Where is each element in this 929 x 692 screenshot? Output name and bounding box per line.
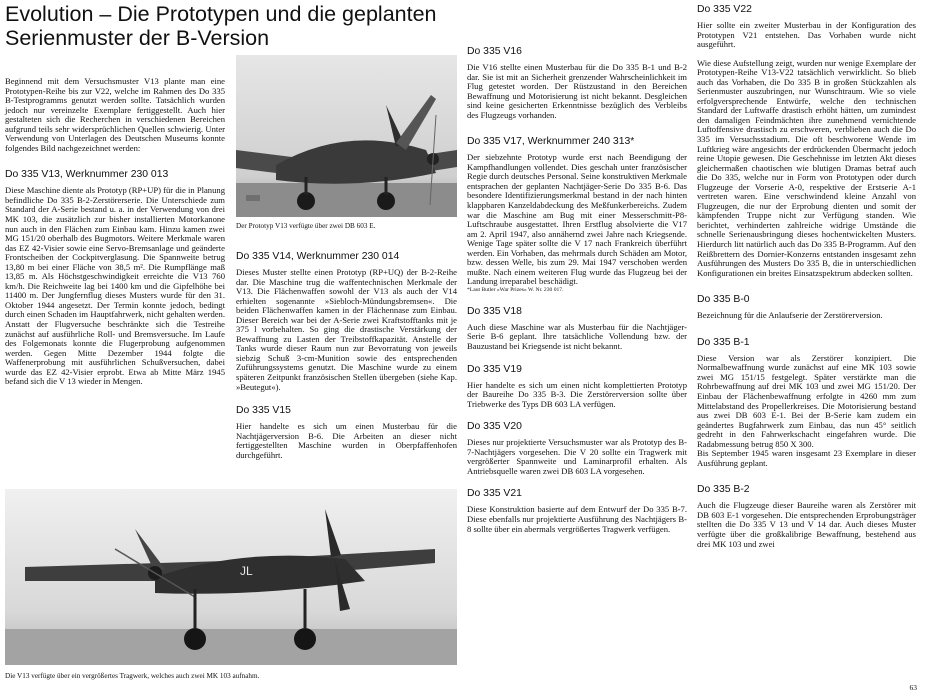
heading-v20: Do 335 V20 bbox=[467, 421, 522, 433]
footnote-v17: *Laut Butler »War Prizes« W. Nr. 230 017. bbox=[467, 286, 564, 293]
column-2 bbox=[236, 251, 457, 460]
heading-v13: Do 335 V13, Werknummer 230 013 bbox=[5, 169, 169, 181]
aircraft-photo-icon bbox=[5, 489, 457, 665]
body-b1-plan: Bis September 1945 waren insgesamt 23 Exemplare in dieser Ausführung geplant. bbox=[697, 448, 916, 468]
heading-v14: Do 335 V14, Werknummer 230 014 bbox=[236, 251, 400, 262]
body-v22: Hier sollte ein zweiter Musterbau in der Konfiguration des Prototypen V21 entstehen. Das Vorhaben wurde nicht ausgeführt. bbox=[697, 20, 916, 50]
body-v16: Die V16 stellte einen Musterbau für die Do 335 B-1 und B-2 dar. Sie ist mit an Sicherheit grenzender Wahrscheinlichkeit im Flug getestet worden. Der Rüstzustand in den Bereichen Bewaffnung und Motorisierung ist nicht bekannt. Desgleichen sind keine gesicherten Erkenntnisse bezüglich des Verbleibs des Flugzeugs vorhanden. bbox=[467, 62, 687, 120]
heading-v18: Do 335 V18 bbox=[467, 305, 522, 317]
page-number: 63 bbox=[909, 683, 917, 692]
heading-v19: Do 335 V19 bbox=[467, 363, 522, 375]
body-v19: Hier handelte es sich um einen nicht komplettierten Prototyp der Baureihe Do 335 B-3. Die Zerstörerversion sollte über Triebwerke des Typs DB 603 LA verfügen. bbox=[467, 379, 687, 409]
body-v21: Diese Konstruktion basierte auf dem Entwurf der Do 335 B-7. Diese ebenfalls nur projektierte Ausführung des Nachtjägers B-8 sollte über ein abermals vergrößertes Tragwerk verfügen. bbox=[467, 504, 687, 534]
heading-b0: Do 335 B-0 bbox=[697, 294, 750, 306]
heading-v15: Do 335 V15 bbox=[236, 405, 291, 417]
intro-paragraph: Beginnend mit dem Versuchsmuster V13 plante man eine Prototypen-Reihe bis zur V22, welche im Rahmen des Do 335 B-Testprogramms genutzt werden sollte. Tatsächlich wurden jedoch nur vereinzelte Exemplare fertiggestellt. Auch hier gestalteten sich die Recherchen in verschiedenen Bereichen aufgrund teils sehr widersprüchlichen Quellen schwierig. Unter Verwendung von Unterlagen des Deutschen Museums konnte folgendes Bild nachgezeichnet werden: bbox=[5, 76, 225, 153]
body-v15: Hier handelte es sich um einen Musterbau für die Nachtjägerversion B-6. Die Arbeiten an dieser nicht fertiggestellten Maschine wurden in Oberpfaffenhofen durchgeführt. bbox=[236, 421, 457, 460]
heading-v22: Do 335 V22 bbox=[697, 4, 752, 15]
page-title: Evolution – Die Prototypen und die geplanten Serienmuster der B-Version bbox=[5, 2, 437, 50]
body-v20: Dieses nur projektierte Versuchsmuster war als Prototyp des B-7-Nachtjägers vorgesehen. Die V 20 sollte ein Tragwerk mit vergrößerter Spannweite und Laminarprofil erhalten. Als Antriebsquelle waren zwei DB 603 LA vorgesehen. bbox=[467, 437, 687, 476]
body-b1: Diese Version war als Zerstörer konzipiert. Die Normalbewaffnung wurde zunächst auf eine MK 103 sowie zwei MG 151/15 festgelegt. Später verstärkte man die Rohrbewaffnung auf drei MK 103 und zwei MG 151/20. Der Einbau der Flächenbewaffnung erfolgte in 4260 mm zum Mittelabstand des Propellerkreises. Die Motorisierung bestand aus zwei DB 603 E-1. Bei der B-Serie kam zudem ein geändertes Bugfahrwerk zum Einbau, das nun 45° seitlich gedreht in den Fahrwerkschacht eingefahren wurde. Die Radabmessung betrug 850 X 300. bbox=[697, 352, 916, 449]
heading-v16: Do 335 V16 bbox=[467, 46, 522, 57]
column-3 bbox=[467, 4, 687, 534]
photo-prototype-v13 bbox=[236, 55, 457, 217]
body-v17: Der siebzehnte Prototyp wurde erst nach Beendigung der Kampfhandlungen vollendet. Dies geschah unter französischer Regie durch deutsches Personal. Seine konstruktiven Merkmale entsprachen der geplanten Nachtjäger-Serie Do 335 B-6. Das besondere Identifizierungsmerkmal bestand in der nach hinten klappbaren Kanzeldabdeckung des Meßfunkerbereichs. Zudem war die Maschine am Bug mit einer Messerschmitt-P8-Luftschraube ausgestattet. Ihren Erstflug absolvierte die V17 am 2. April 1947, also annähernd zwei Jahre nach Kriegsende. Wenige Tage später sollte die V 17 nach Frankreich überführt werden. Ein Vorhaben, das mehrmals durch Schäden am Motor, bzw. dessen Welle, bis zum 29. Mai 1947 verschoben werden mußte. Nach einem weiteren Flug wurde das Flugzeug bei der Landung irreparabel beschädigt. bbox=[467, 152, 687, 287]
heading-v17: Do 335 V17, Werknummer 240 313* bbox=[467, 136, 635, 148]
heading-b2: Do 335 B-2 bbox=[697, 484, 750, 496]
body-b2: Auch die Flugzeuge dieser Baureihe waren als Zerstörer mit DB 603 E-1 vorgesehen. Die entsprechenden Erprobungsträger stellten die Do 335 V 13 und V 14 dar. Auch dieses Muster verfügte über die großkalibrige Bewaffnung, bestehend aus drei MK 103 und zwei bbox=[697, 500, 916, 549]
caption-photo-1: Der Prototyp V13 verfügte über zwei DB 603 E. bbox=[236, 222, 376, 230]
photo-v13-wing bbox=[5, 489, 457, 665]
column-4 bbox=[697, 4, 916, 549]
body-v14: Dieses Muster stellte einen Prototyp (RP+UQ) der B-2-Reihe dar. Die Maschine trug die waffentechnischen Merkmale der V13. Die Flächenwaffen sowohl der V13 als auch der V14 erhielten sogenannte »Siebloch-Mündungsbremsen«. Die beiden Flächenwaffen kamen in der Flächennase zum Einbau. Dieser Bereich war bei der A-Serie zwei Kraftstofftanks mit je 375 l vorbehalten. So ging die drastische Verstärkung der Bewaffnung zu Lasten der Treibstoffkapazität. Anstelle der Tanks wurde dieser Raum nun zur Bevorratung von jeweils siebzig Schuß 3-cm-Munition sowie des entsprechenden Zuführungssystems genutzt. Die Maschine wurde zu einem späteren Zeitpunkt französischen Stellen übergeben (siehe Kap. »Beutegut«). bbox=[236, 267, 457, 392]
body-v18: Auch diese Maschine war als Musterbau für die Nachtjäger-Serie B-6 geplant. Ihre tatsächliche Vollendung bzw. der Bauzustand bei Kriegsende ist nicht bekannt. bbox=[467, 321, 687, 352]
body-b0: Bezeichnung für die Anlaufserie der Zerstörerversion. bbox=[697, 310, 883, 321]
column-1 bbox=[5, 77, 225, 387]
aircraft-photo-icon bbox=[236, 55, 457, 217]
aircraft-code: JL bbox=[240, 564, 253, 578]
heading-v21: Do 335 V21 bbox=[467, 488, 522, 500]
heading-b1: Do 335 B-1 bbox=[697, 336, 750, 348]
caption-photo-2: Die V13 verfügte über ein vergrößertes Tragwerk, welches auch zwei MK 103 aufnahm. bbox=[5, 672, 260, 680]
body-v13: Diese Maschine diente als Prototyp (RP+UP) für die in Planung befindliche Do 335 B-2-Zerstörerserie. Die Unterschiede zum Standard der A-Serie bestand u. a. in der Verwendung von drei MK 103, die zusätzlich zur bisher installierten Motorkanone nun auch in den Flächen zum Einbau kam. Hinzu kamen zwei MG 151/20 oberhalb des Bugmotors. Weitere Merkmale waren das EZ 42-Visier sowie eine Servo-Bremsanlage und geänderte Frontscheiben der Cockpitverglasung. Die Spannweite betrug 13,80 m bei einer Fläche von 38,5 m². Die Rumpflänge maß 13,85 m. Als Höchstgeschwindigkeit erreichte die V13 760 km/h. Die Reichweite lag bei 1400 km und die Gipfelhöhe bei 11400 m. Der Jungfernflug dieses Musters wurde für den 31. Oktober 1944 angesetzt. Der Termin konnte jedoch, bedingt durch einen Schaden im Hauptfahrwerk, nicht gehalten werden. Anstatt der Flugversuche beschränkte sich die Testreihe zunächst auf ausführliche Roll- und Bremsversuche. Im Laufe des Folgemonats konnte die Flugerprobung aufgenommen werden. Gegen Mitte Dezember 1944 folgte die Waffenerprobung mit ausführlichen Schußversuchen, dabei wurde das EZ 42-Visier erprobt. Etwa ab Mitte März 1945 befand sich die V 13 wieder in Mengen. bbox=[5, 185, 225, 387]
body-v22-summary: Wie diese Aufstellung zeigt, wurden nur wenige Exemplare der Prototypen-Reihe V13-V22 tatsächlich verwirklicht. So blieb auch das Vorhaben, die Do 335 B in großen Stückzahlen als Serienmuster auszubringen, nur Wunschtraum. Wie so viele erfolgversprechende Entwürfe, welche den technischen Standard der Luftwaffe drastisch erhöht hätten, um zumindest den damaligen Feindmächten ihre zunehmend vernichtende Luftoffensive drastisch zu erschweren, verblieben auch die Do 335 im Versuchsstadium. Die oft beschworene Wende im Luftkrieg wäre angesichts der erdrückenden Übermacht jedoch reine Utopie gewesen. Die Geschehnisse im letzten Akt dieses gleichermaßen chaotischen wie blutigen Dramas betraf auch die Do 335, welche nur in Form von Prototypen oder durch Flugzeuge der Vorserie A-0, respektive der Erstserie A-1 vertreten waren. Eine verschwindend kleine Anzahl von Flugzeugen, die nur der Erprobung dienten und somit der kämpfenden Truppe nicht zur Verfügung standen. Wie berichtet, verhinderten zahlreiche widrige Umstände die schnelle Serienausbringung dieses hochentwickelten Musters. Hierdurch litt natürlich auch das Do 335 B-Programm. Auf den Reißbrettern des Dornier-Konzerns entstanden insgesamt zehn Ausführungen des Musters Do 335 B, die in unterschiedlichen Konfigurationen ein breites Einsatzspektrum abdecken sollten. bbox=[697, 57, 916, 278]
